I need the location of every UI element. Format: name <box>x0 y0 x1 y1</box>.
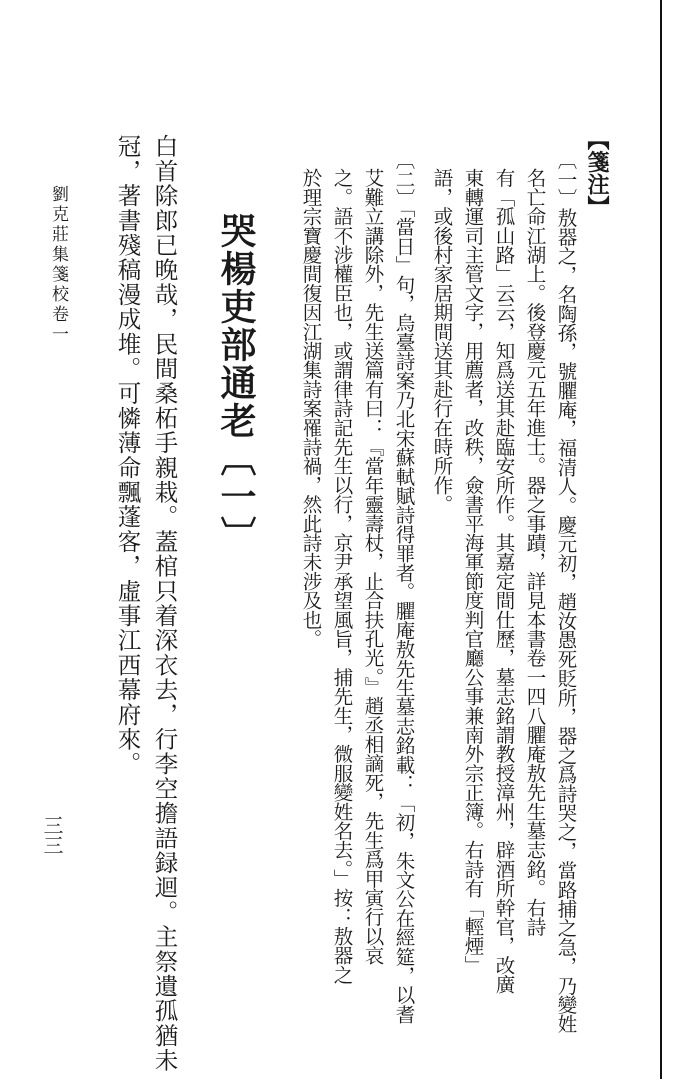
note-line-1: 〔一〕敖器之，名陶孫，號臞庵，福清人。慶元初，趙汝愚死貶所，器之爲詩哭之，當路捕之急，乃變姓 <box>554 150 578 1034</box>
page-number: 三三 <box>40 815 64 855</box>
note-line-5: 語，或後村家居期間送其赴行在時所作。 <box>430 168 454 514</box>
note-line-3: 有「孤山路」云云，知爲送其赴臨安所作。其嘉定間仕歷，墓志銘謂教授漳州，辟酒所幹官，改廣 <box>492 168 516 994</box>
note-line-7: 艾難立講除外，先生送篇有曰：『當年靈壽杖，止合扶孔光。』趙丞相謫死，先生爲甲寅行以哀 <box>361 168 385 965</box>
note-line-8: 之。語不涉權臣也，或謂律詩記先生以行，京尹承望風旨，捕先生，微服變姓名去。」按：敖器之 <box>330 168 354 984</box>
running-header: 劉克莊集箋校卷一 <box>48 185 68 345</box>
poem-line-2: 冠，著書殘稿漫成堆。可憐薄命飄蓬客，虛事江西幕府來。 <box>113 134 142 777</box>
poem-line-1: 白首除郎已晚哉，民間桑柘手親栽。蓋棺只着深衣去，行李空擔語録迴。主祭遺孤猶未 <box>150 134 179 1073</box>
notes-heading: 【箋注】 <box>584 128 610 218</box>
note-line-4: 東轉運司主管文字，用薦者，改秩，僉書平海軍節度判官廳公事兼南外宗正簿。右詩有「輕煙」 <box>461 168 485 975</box>
note-line-2: 名亡命江湖上。後登慶元五年進士。器之事蹟，詳見本書卷一四八臞庵敖先生墓志銘。右詩 <box>523 168 547 937</box>
note-line-6: 〔二〕「當日」句，烏臺詩案乃北宋蘇軾賦詩得罪者。臞庵敖先生墓志銘載：「初，朱文公在經筵，以耆 <box>392 150 416 1024</box>
poem-title: 哭楊吏部通老〔一〕 <box>215 212 257 554</box>
note-line-9: 於理宗寶慶間復因江湖集詩案罹詩禍，然此詩未涉及也。 <box>299 168 323 649</box>
page-edge-rule <box>660 0 662 1079</box>
